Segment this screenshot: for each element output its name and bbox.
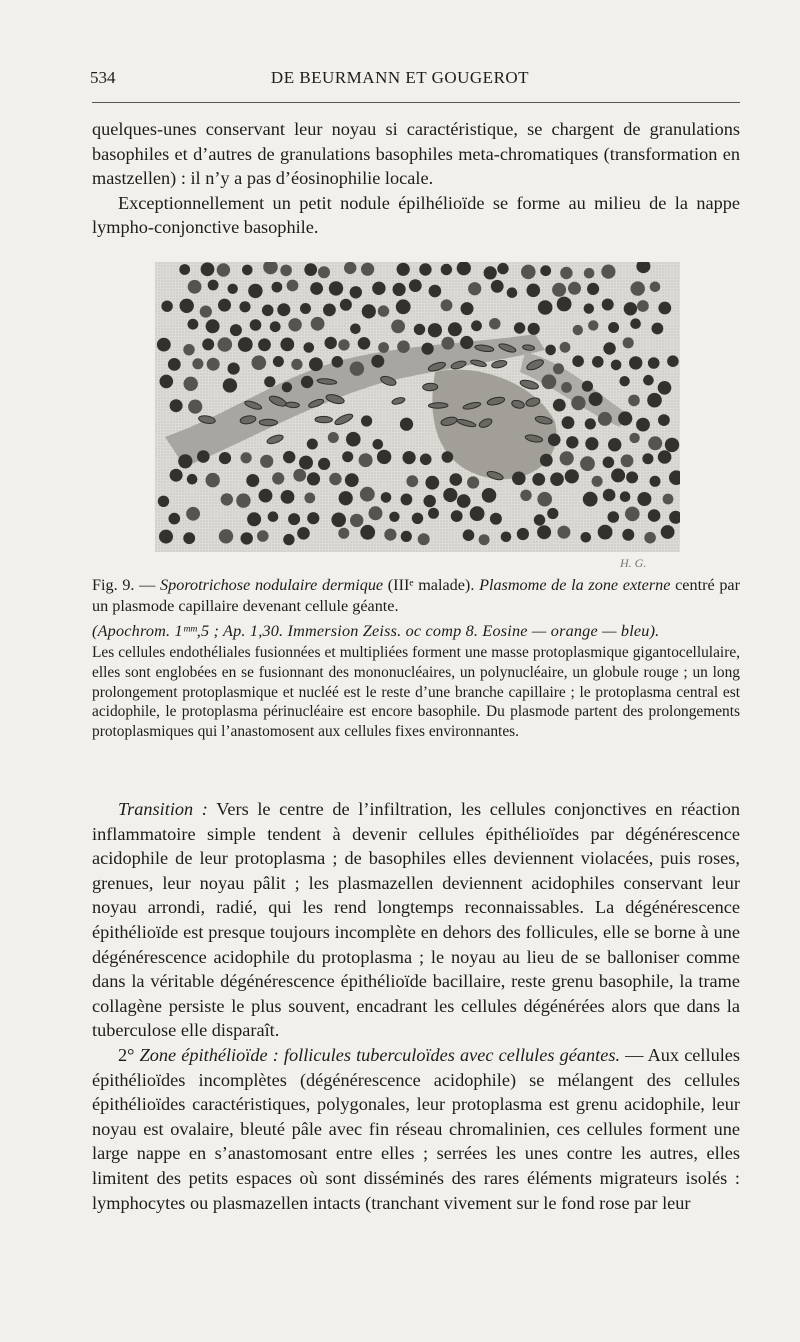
cell-nucleus <box>206 473 220 487</box>
cell-nucleus <box>161 301 172 312</box>
cell-nucleus <box>318 266 330 278</box>
cell-nucleus <box>361 263 374 276</box>
cell-nucleus <box>592 356 604 368</box>
cell-nucleus <box>186 507 200 521</box>
cell-nucleus <box>443 488 457 502</box>
cell-nucleus <box>547 508 558 519</box>
cell-nucleus <box>661 525 675 539</box>
cell-nucleus <box>309 357 323 371</box>
cell-nucleus <box>566 436 578 448</box>
cell-nucleus <box>293 469 306 482</box>
cell-nucleus <box>647 393 662 408</box>
endothelial-nucleus <box>315 416 333 423</box>
cell-nucleus <box>342 451 353 462</box>
cell-nucleus <box>179 264 190 275</box>
cell-nucleus <box>457 494 471 508</box>
cell-nucleus <box>580 456 595 471</box>
cell-nucleus <box>565 469 579 483</box>
cell-nucleus <box>281 490 295 504</box>
cell-nucleus <box>318 458 330 470</box>
cell-nucleus <box>520 490 531 501</box>
cell-nucleus <box>169 513 181 525</box>
cell-nucleus <box>192 358 203 369</box>
cell-nucleus <box>550 472 564 486</box>
cell-nucleus <box>450 473 463 486</box>
cell-nucleus <box>238 337 253 352</box>
cell-nucleus <box>291 359 302 370</box>
cell-nucleus <box>573 325 583 335</box>
caption-description: Les cellules endothéliales fusionnées et multipliées forment une masse protoplasmique gigantocellulaire, elles sont englobées en se fusionnant des mononucléaires, un polynucléaire, un globule rouge ; un long prolongement protoplasmique et nucléé est le reste d’une branche capillaire ; le protoplasma central est acidophile, le protoplasma périnucléaire est encore basophile. Du plasmode partent des prolongements protoplasmiques qui l’anastomosent aux cellules fixes environnantes. <box>92 644 740 741</box>
cell-nucleus <box>242 265 253 276</box>
caption-case: (IIIᵉ malade). <box>387 576 475 594</box>
cell-nucleus <box>611 468 625 482</box>
cell-nucleus <box>400 418 413 431</box>
cell-nucleus <box>552 283 566 297</box>
cell-nucleus <box>350 324 361 335</box>
cell-nucleus <box>463 529 475 541</box>
cell-nucleus <box>188 400 202 414</box>
cell-nucleus <box>331 513 346 528</box>
cell-nucleus <box>208 280 219 291</box>
cell-nucleus <box>467 476 479 488</box>
cell-nucleus <box>637 300 649 312</box>
cell-nucleus <box>557 297 572 312</box>
cell-nucleus <box>589 392 603 406</box>
cell-nucleus <box>603 342 615 354</box>
cell-nucleus <box>528 323 540 335</box>
cell-nucleus <box>272 282 283 293</box>
cell-nucleus <box>329 473 341 485</box>
cell-nucleus <box>202 338 214 350</box>
cell-nucleus <box>183 532 195 544</box>
cell-nucleus <box>422 343 434 355</box>
cell-nucleus <box>304 493 315 504</box>
cell-nucleus <box>201 262 215 276</box>
cell-nucleus <box>540 265 551 276</box>
cell-nucleus <box>429 285 442 298</box>
cell-nucleus <box>572 355 584 367</box>
cell-nucleus <box>648 357 660 369</box>
cell-nucleus <box>344 262 356 274</box>
cell-nucleus <box>608 322 619 333</box>
header-rule <box>92 102 740 103</box>
cell-nucleus <box>537 492 552 507</box>
cell-nucleus <box>282 382 292 392</box>
cell-nucleus <box>624 302 637 315</box>
cell-nucleus <box>283 534 294 545</box>
cell-nucleus <box>307 439 318 450</box>
cell-nucleus <box>299 456 313 470</box>
cell-nucleus <box>451 510 463 522</box>
cell-nucleus <box>497 263 508 274</box>
caption-title: Sporotrichose nodulaire dermique <box>160 576 384 594</box>
cell-nucleus <box>658 450 672 464</box>
cell-nucleus <box>345 473 359 487</box>
figure-signature: H. G. <box>620 556 647 570</box>
cell-nucleus <box>648 436 662 450</box>
cell-nucleus <box>584 268 595 279</box>
cell-nucleus <box>403 451 416 464</box>
cell-nucleus <box>540 454 553 467</box>
cell-nucleus <box>442 451 454 463</box>
cell-nucleus <box>618 411 632 425</box>
cell-nucleus <box>230 324 242 336</box>
cell-nucleus <box>619 376 629 386</box>
cell-nucleus <box>178 454 192 468</box>
cell-nucleus <box>629 356 642 369</box>
transition-text: Vers le centre de l’infiltration, les cellules conjonctives en réaction inflammatoire simple tendent à devenir cellules épithélioïdes par dégénérescence acidophile de leur protoplasma ; de basophiles elles deviennent violacées, puis roses, grenues, leur noyau pâlit ; les plasmazellen deviennent acidophiles conservant leur noyau arrondi, radié, qui les rend longtemps reconnaissables. La dégénérescence épithélioïde est presque toujours incomplète en dehors des follicules, elle se borne à une dégénérescence acidophile du protoplasma ; le noyau au lieu de se balloniser comme dans la véritable dégénérescence épithélioïde bacillaire, reste grenu basophile, la trame collagène persiste le plus souvent, encadrant les cellules dégénérées alors que dans la tuberculose elle disparaît. <box>92 799 740 1041</box>
cell-nucleus <box>359 453 373 467</box>
cell-nucleus <box>258 338 271 351</box>
cell-nucleus <box>602 299 614 311</box>
cell-nucleus <box>587 283 599 295</box>
cell-nucleus <box>183 344 194 355</box>
cell-nucleus <box>527 284 541 298</box>
cell-nucleus <box>482 488 497 503</box>
cell-nucleus <box>207 358 220 371</box>
cell-nucleus <box>507 287 518 298</box>
cell-nucleus <box>585 418 596 429</box>
cell-nucleus <box>471 320 482 331</box>
cell-nucleus <box>560 451 574 465</box>
cell-nucleus <box>401 531 412 542</box>
cell-nucleus <box>460 336 473 349</box>
cell-nucleus <box>259 489 273 503</box>
cell-nucleus <box>228 363 240 375</box>
cell-nucleus <box>532 473 545 486</box>
cell-nucleus <box>218 299 231 312</box>
cell-nucleus <box>561 382 572 393</box>
cell-nucleus <box>168 358 181 371</box>
cell-nucleus <box>338 528 349 539</box>
cell-nucleus <box>512 472 526 486</box>
cell-nucleus <box>184 377 198 391</box>
cell-nucleus <box>310 282 323 295</box>
cell-nucleus <box>490 513 502 525</box>
cell-nucleus <box>424 495 436 507</box>
running-title: DE BEURMANN ET GOUGEROT <box>270 68 530 87</box>
endothelial-nucleus <box>285 402 299 408</box>
cell-nucleus <box>608 438 621 451</box>
cell-nucleus <box>384 529 396 541</box>
cell-nucleus <box>338 339 349 350</box>
cell-nucleus <box>170 399 183 412</box>
cell-nucleus <box>377 450 391 464</box>
cell-nucleus <box>628 395 640 407</box>
cell-nucleus <box>350 362 364 376</box>
cell-nucleus <box>250 319 262 331</box>
cell-nucleus <box>425 476 439 490</box>
cell-nucleus <box>491 280 504 293</box>
cell-nucleus <box>157 338 171 352</box>
cell-nucleus <box>598 525 613 540</box>
cell-nucleus <box>241 532 253 544</box>
cell-nucleus <box>328 432 339 443</box>
cell-nucleus <box>636 418 650 432</box>
cell-nucleus <box>622 529 634 541</box>
cell-nucleus <box>663 494 674 505</box>
cell-nucleus <box>283 451 295 463</box>
cell-nucleus <box>391 320 405 334</box>
cell-nucleus <box>658 381 672 395</box>
caption-subject-detail: centré par un plasmode capillaire devenant cellule géante. <box>92 576 740 615</box>
cell-nucleus <box>350 286 362 298</box>
cell-nucleus <box>598 412 612 426</box>
cell-nucleus <box>340 299 352 311</box>
cell-nucleus <box>247 512 261 526</box>
cell-nucleus <box>626 471 638 483</box>
cell-nucleus <box>219 529 233 543</box>
cell-nucleus <box>188 280 202 294</box>
cell-nucleus <box>288 513 300 525</box>
cell-nucleus <box>323 304 336 317</box>
cell-nucleus <box>239 301 250 312</box>
figure-caption <box>92 575 740 617</box>
cell-nucleus <box>560 342 571 353</box>
cell-nucleus <box>346 432 361 447</box>
cell-nucleus <box>158 496 169 507</box>
cell-nucleus <box>332 356 344 368</box>
cell-nucleus <box>658 414 670 426</box>
cell-nucleus <box>414 324 425 335</box>
intro-block <box>92 117 740 240</box>
intro-paragraph-2: Exceptionnellement un petit nodule épilhélioïde se forme au milieu de la nappe lympho-conjonctive basophile. <box>92 192 740 238</box>
cell-nucleus <box>396 299 411 314</box>
cell-nucleus <box>461 302 474 315</box>
cell-nucleus <box>197 450 210 463</box>
cell-nucleus <box>644 532 656 544</box>
cell-nucleus <box>592 476 603 487</box>
cell-nucleus <box>329 281 343 295</box>
cell-nucleus <box>603 489 616 502</box>
page-number: 534 <box>90 68 116 87</box>
cell-nucleus <box>272 472 284 484</box>
cell-nucleus <box>268 511 279 522</box>
caption-label: Fig. 9. — <box>92 576 156 594</box>
cell-nucleus <box>339 491 353 505</box>
cell-nucleus <box>372 282 385 295</box>
zone-number: 2° <box>118 1044 135 1065</box>
endothelial-nucleus <box>428 403 448 409</box>
cell-nucleus <box>441 264 452 275</box>
cell-nucleus <box>571 396 585 410</box>
cell-nucleus <box>188 319 199 330</box>
transition-paragraph <box>92 797 740 1043</box>
cell-nucleus <box>637 492 651 506</box>
cell-nucleus <box>273 356 284 367</box>
cell-nucleus <box>585 437 598 450</box>
cell-nucleus <box>217 263 230 276</box>
cell-nucleus <box>667 355 679 367</box>
cell-nucleus <box>264 376 275 387</box>
cell-nucleus <box>362 304 376 318</box>
cell-nucleus <box>304 263 317 276</box>
cell-nucleus <box>501 532 512 543</box>
cell-nucleus <box>325 337 337 349</box>
endothelial-nucleus <box>423 383 438 391</box>
cell-nucleus <box>534 514 545 525</box>
cell-nucleus <box>360 487 375 502</box>
caption-subject: Plasmome de la zone externe <box>479 576 671 594</box>
cell-nucleus <box>412 513 423 524</box>
cell-nucleus <box>287 280 299 292</box>
cell-nucleus <box>180 299 194 313</box>
cell-nucleus <box>620 491 631 502</box>
cell-nucleus <box>553 399 566 412</box>
cell-nucleus <box>479 534 490 545</box>
cell-nucleus <box>428 323 442 337</box>
cell-nucleus <box>623 337 634 348</box>
cell-nucleus <box>277 303 290 316</box>
cell-nucleus <box>611 360 622 371</box>
cell-nucleus <box>468 282 481 295</box>
cell-nucleus <box>560 267 572 279</box>
cell-nucleus <box>360 525 375 540</box>
cell-nucleus <box>221 493 233 505</box>
cell-nucleus <box>170 469 183 482</box>
cell-nucleus <box>236 493 250 507</box>
cell-nucleus <box>401 494 413 506</box>
cell-nucleus <box>553 363 564 374</box>
cell-nucleus <box>514 322 525 333</box>
cell-nucleus <box>252 355 267 370</box>
cell-nucleus <box>584 303 594 313</box>
cell-nucleus <box>218 337 233 352</box>
zone-heading: Zone épithélioïde : follicules tuberculoïdes avec cellules géantes. <box>139 1044 621 1065</box>
zone-text: Aux cellules épithélioïdes incomplètes (dégénérescence acidophile) se mélangent des cellules épithélioïdes caractéristiques, polygonales, leur protoplasma est grenu acidophile, leur noyau est ovalaire, bleuté pâle avec fin réseau chromalinien, ces cellules forment une large nappe en s’anastomosant entre elles ; serrées les unes contre les autres, elles limitent des petits espaces où sont disséminés des rares éléments migrateurs isolés : lymphocytes ou plasmazellen intacts (tranchant vivement sur le fond rose par leur <box>92 1044 741 1213</box>
cell-nucleus <box>642 453 653 464</box>
cell-nucleus <box>311 317 325 331</box>
intro-paragraph: quelques-unes conservant leur noyau si caractéristique, se chargent de granulations basophiles et d’autres de granulations basophiles meta-chromatiques (transformation en mastzellen) : il n’y a pas d’éosinophilie locale. <box>92 119 740 189</box>
cell-nucleus <box>658 302 671 315</box>
cell-nucleus <box>280 265 292 277</box>
cell-nucleus <box>601 265 615 279</box>
cell-nucleus <box>280 338 294 352</box>
cell-nucleus <box>603 457 615 469</box>
cell-nucleus <box>448 322 462 336</box>
cell-nucleus <box>521 265 536 280</box>
cell-nucleus <box>537 525 551 539</box>
cell-nucleus <box>260 455 273 468</box>
cell-nucleus <box>350 514 363 527</box>
cell-nucleus <box>568 282 581 295</box>
cell-nucleus <box>159 530 173 544</box>
endothelial-nucleus <box>259 419 277 426</box>
cell-nucleus <box>373 439 384 450</box>
cell-nucleus <box>557 526 570 539</box>
cell-nucleus <box>223 378 237 392</box>
cell-nucleus <box>608 511 620 523</box>
cell-nucleus <box>631 281 645 295</box>
body-block <box>92 797 740 1215</box>
cell-nucleus <box>378 342 389 353</box>
cell-nucleus <box>307 512 319 524</box>
cell-nucleus <box>588 320 598 330</box>
cell-nucleus <box>397 263 410 276</box>
cell-nucleus <box>652 323 664 335</box>
cell-nucleus <box>484 266 497 279</box>
cell-nucleus <box>389 512 399 522</box>
cell-nucleus <box>228 284 238 294</box>
caption-technique: (Apochrom. 1ᵐᵐ,5 ; Ap. 1,30. Immersion Zeiss. oc comp 8. Eosine — orange — bleu). <box>92 622 660 640</box>
cell-nucleus <box>583 492 598 507</box>
cell-nucleus <box>270 321 281 332</box>
cell-nucleus <box>542 374 557 389</box>
cell-nucleus <box>307 472 320 485</box>
cell-nucleus <box>582 381 593 392</box>
cell-nucleus <box>581 532 592 543</box>
cell-nucleus <box>538 300 553 315</box>
cell-nucleus <box>257 530 269 542</box>
cell-nucleus <box>241 452 252 463</box>
cell-nucleus <box>517 528 529 540</box>
cell-nucleus <box>206 319 220 333</box>
cell-nucleus <box>419 263 431 275</box>
cell-nucleus <box>358 337 371 350</box>
cell-nucleus <box>300 303 311 314</box>
cell-nucleus <box>665 438 679 452</box>
cell-nucleus <box>650 282 661 293</box>
cell-nucleus <box>420 454 432 466</box>
cell-nucleus <box>160 375 174 389</box>
cell-nucleus <box>409 279 422 292</box>
cell-nucleus <box>629 433 639 443</box>
cell-nucleus <box>489 318 500 329</box>
cell-nucleus <box>428 508 439 519</box>
cell-nucleus <box>288 318 301 331</box>
cell-nucleus <box>630 318 641 329</box>
cell-nucleus <box>361 415 372 426</box>
cell-nucleus <box>262 305 274 317</box>
zone-paragraph <box>92 1043 740 1215</box>
cell-nucleus <box>441 299 453 311</box>
transition-label: Transition : <box>118 799 208 819</box>
cell-nucleus <box>200 306 212 318</box>
cell-nucleus <box>470 506 485 521</box>
cell-nucleus <box>648 509 661 522</box>
cell-nucleus <box>378 305 389 316</box>
cell-nucleus <box>301 376 313 388</box>
cell-nucleus <box>643 375 654 386</box>
cell-nucleus <box>371 355 384 368</box>
cell-nucleus <box>545 345 556 356</box>
micrograph-figure <box>155 262 680 552</box>
cell-nucleus <box>548 434 561 447</box>
cell-nucleus <box>187 474 198 485</box>
cell-nucleus <box>248 284 262 298</box>
cell-nucleus <box>304 342 315 353</box>
cell-nucleus <box>650 476 661 487</box>
cell-nucleus <box>442 337 455 350</box>
cell-nucleus <box>246 474 259 487</box>
cell-nucleus <box>562 416 575 429</box>
cell-nucleus <box>625 507 640 522</box>
cell-nucleus <box>621 454 634 467</box>
cell-nucleus <box>418 533 430 545</box>
cell-nucleus <box>381 492 392 503</box>
cell-nucleus <box>406 475 418 487</box>
zone-dash: — <box>625 1044 644 1065</box>
cell-nucleus <box>219 452 231 464</box>
cell-nucleus <box>369 506 383 520</box>
cell-nucleus <box>297 527 310 540</box>
cell-nucleus <box>393 283 406 296</box>
cell-nucleus <box>397 340 410 353</box>
